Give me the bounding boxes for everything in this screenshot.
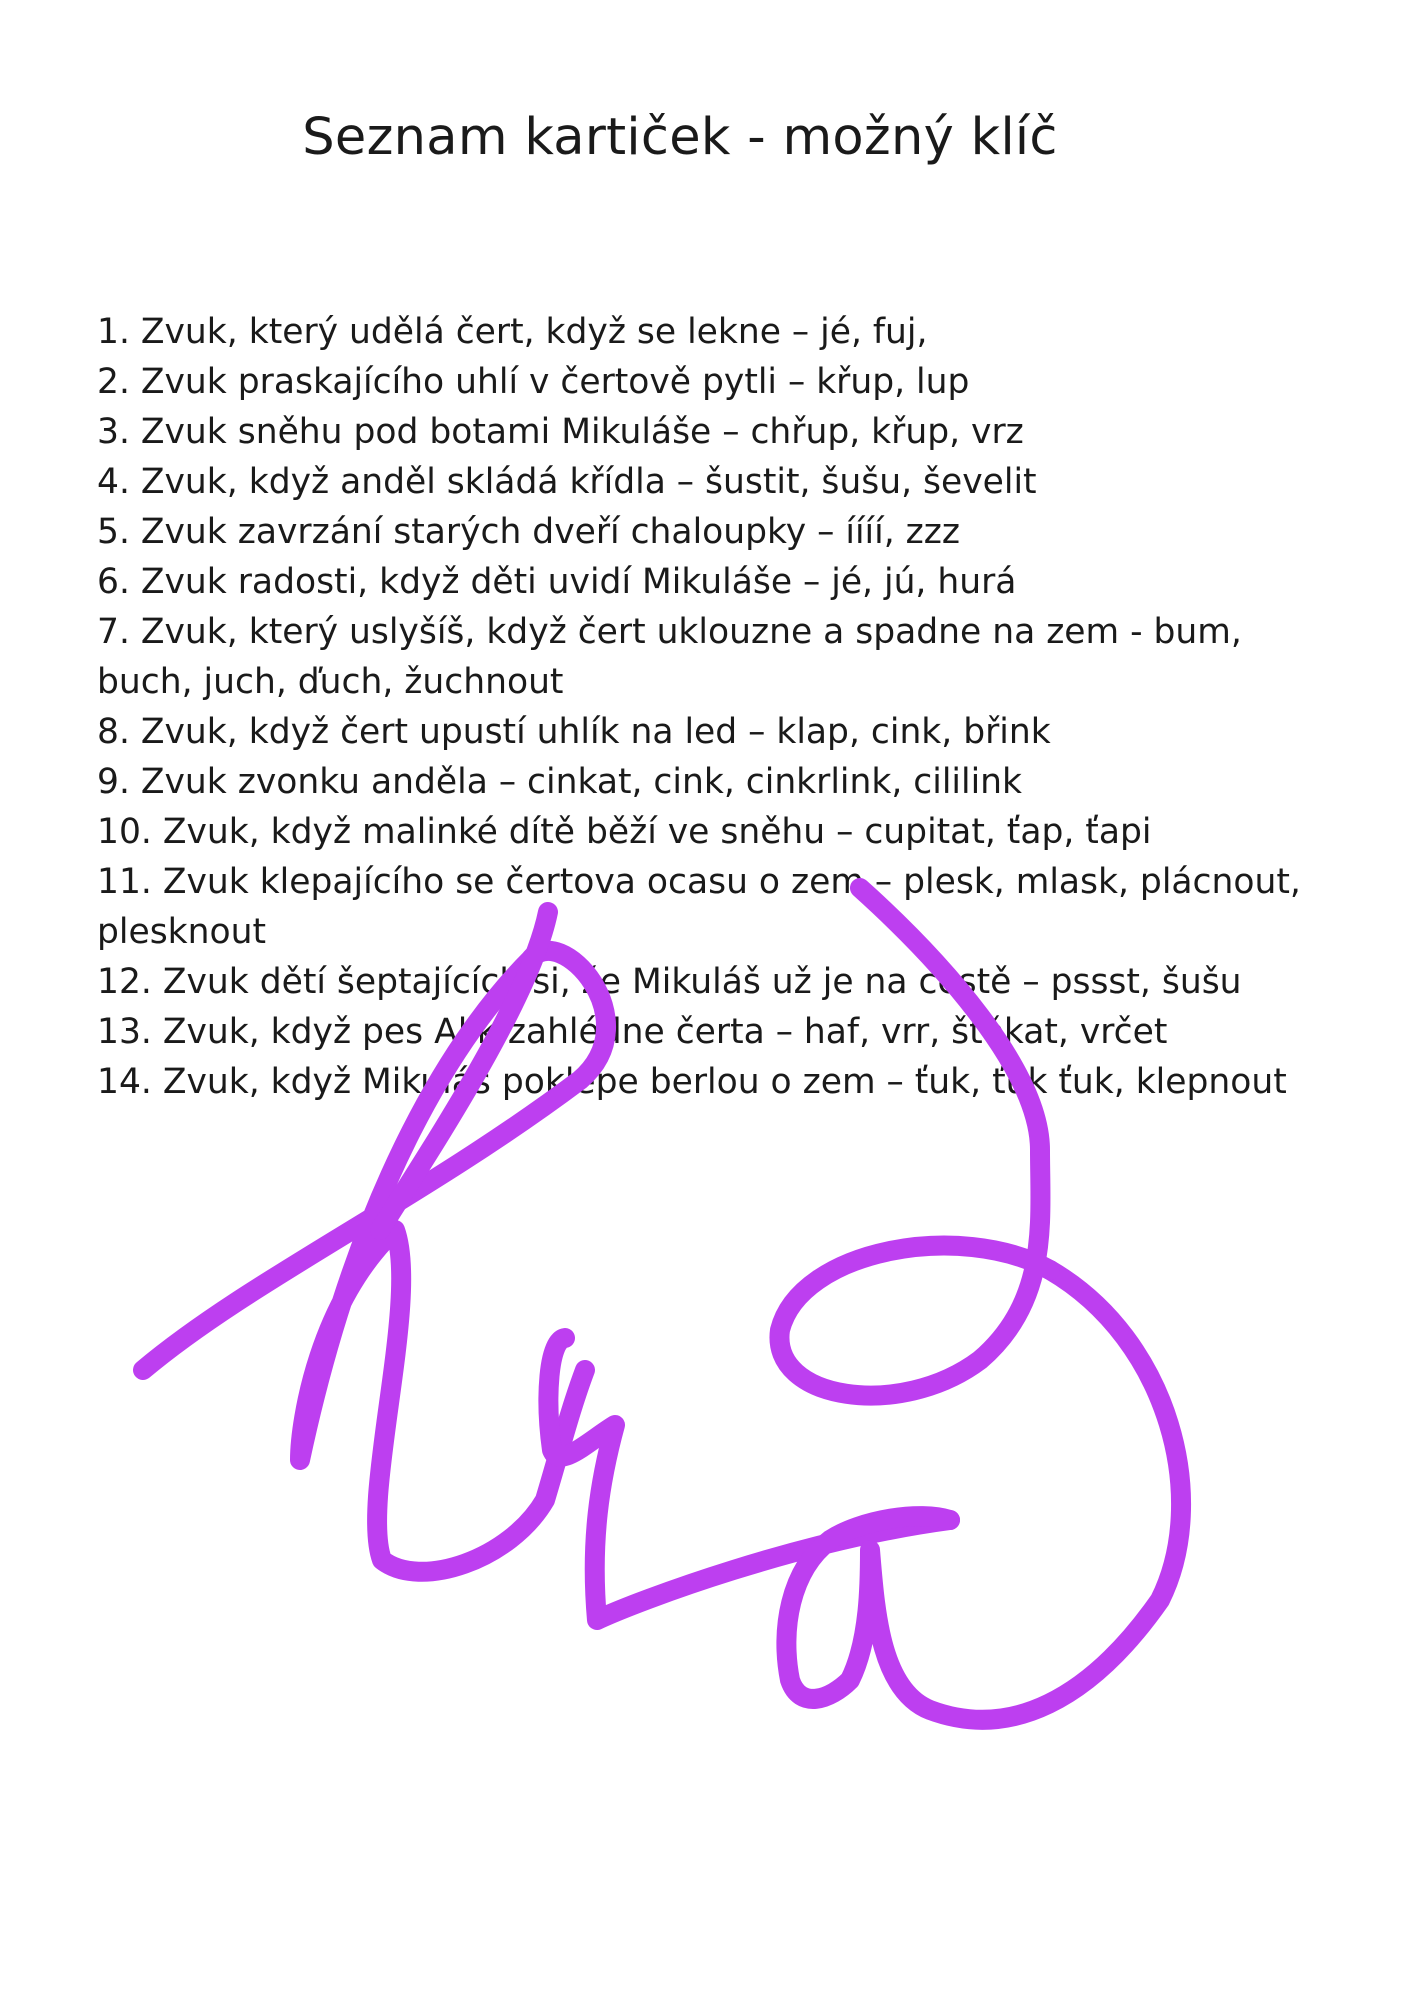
list-item: 12. Zvuk dětí šeptajících si, že Mikuláš už je na cestě – pssst, šušu: [97, 962, 1242, 1002]
page-title: Seznam kartiček - možný klíč: [302, 108, 1058, 167]
list-item: 4. Zvuk, když anděl skládá křídla – šustit, šušu, ševelit: [97, 462, 1037, 502]
list-item: 1. Zvuk, který udělá čert, když se lekne – jé, fuj,: [97, 312, 928, 352]
list-item: 8. Zvuk, když čert upustí uhlík na led – klap, cink, břink: [97, 712, 1051, 752]
list-item: 7. Zvuk, který uslyšíš, když čert uklouzne a spadne na zem - bum, buch, juch, ďuch, žuchnout: [97, 612, 1242, 702]
list-item: 14. Zvuk, když Mikuláš poklepe berlou o zem – ťuk, ťuk ťuk, klepnout: [97, 1062, 1287, 1102]
list-item: 13. Zvuk, když pes Alík zahlédne čerta – haf, vrr, štěkat, vrčet: [97, 1012, 1168, 1052]
list-item: 10. Zvuk, když malinké dítě běží ve sněhu – cupitat, ťap, ťapi: [97, 812, 1152, 852]
scribble-stroke: [548, 1338, 950, 1620]
card-list: [97, 307, 1337, 1107]
scribble-stroke: [786, 1270, 1181, 1720]
list-item: 9. Zvuk zvonku anděla – cinkat, cink, cinkrlink, cililink: [97, 762, 1023, 802]
list-item: 2. Zvuk praskajícího uhlí v čertově pytli – křup, lup: [97, 362, 970, 402]
list-item: 5. Zvuk zavrzání starých dveří chaloupky – íííí, zzz: [97, 512, 960, 552]
list-item: 6. Zvuk radosti, když děti uvidí Mikuláše – jé, jú, hurá: [97, 562, 1017, 602]
list-item: 11. Zvuk klepajícího se čertova ocasu o zem – plesk, mlask, plácnout, plesknout: [97, 862, 1301, 952]
list-item: 3. Zvuk sněhu pod botami Mikuláše – chřup, křup, vrz: [97, 412, 1024, 452]
